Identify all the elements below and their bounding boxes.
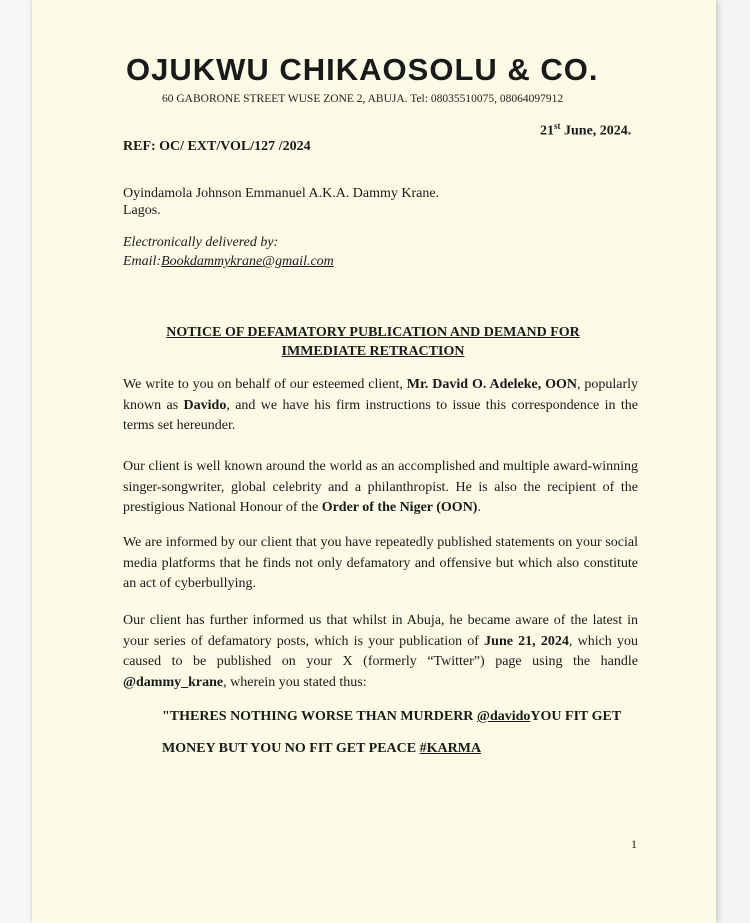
firm-address: 60 GABORONE STREET WUSE ZONE 2, ABUJA. Tel: 08035510075, 08064097912 — [162, 93, 564, 105]
paragraph-publication: Our client has further informed us that whilst in Abuja, he became aware of the latest in your series of defamatory posts, which is your publication of June 21, 2024, which you caused to be published on your X (formerly “Twitter”) page using the handle @dammy_krane, wherein you stated thus: — [123, 613, 639, 690]
paragraph-allegation: We are informed by our client that you have repeatedly published statements on your social media platforms that he finds not only defamatory and offensive but which also constitute an act of cyberbullying. — [123, 535, 638, 591]
notice-heading: NOTICE OF DEFAMATORY PUBLICATION AND DEMAND FOR IMMEDIATE RETRACTION — [166, 325, 580, 359]
paragraph-client-profile: Our client is well known around the world as an accomplished and multiple award-winning singer-songwriter, global celebrity and a philanthropist. He is also the recipient of the prestigious National Honour of the Order of the Niger (OON). — [123, 459, 638, 515]
quoted-post-line-1: "THERES NOTHING WORSE THAN MURDERR @davidoYOU FIT GET — [162, 709, 622, 724]
background-left — [0, 0, 32, 923]
delivery-email: Email:Bookdammykrane@gmail.com — [123, 254, 334, 269]
background-right — [716, 0, 750, 923]
paragraph-client-intro: We write to you on behalf of our esteemed client, Mr. David O. Adeleke, OON, popularly known as Davido, and we have his firm instructions to issue this correspondence in the terms set hereunder. — [123, 377, 639, 433]
quoted-post-line-2: MONEY BUT YOU NO FIT GET PEACE #KARMA — [162, 741, 482, 756]
recipient-name: Oyindamola Johnson Emmanuel A.K.A. Dammy Krane. — [123, 186, 440, 201]
recipient-city: Lagos. — [123, 203, 161, 218]
page-number: 1 — [631, 837, 637, 851]
email-link[interactable]: Bookdammykrane@gmail.com — [161, 254, 334, 269]
delivery-method: Electronically delivered by: — [123, 235, 279, 250]
letter-date: 21st June, 2024. — [540, 121, 632, 139]
firm-name: OJUKWU CHIKAOSOLU & CO. — [126, 52, 599, 87]
quoted-handle: @davido — [476, 709, 531, 724]
reference-number: REF: OC/ EXT/VOL/127 /2024 — [123, 139, 311, 154]
quoted-hashtag: #KARMA — [419, 741, 482, 756]
